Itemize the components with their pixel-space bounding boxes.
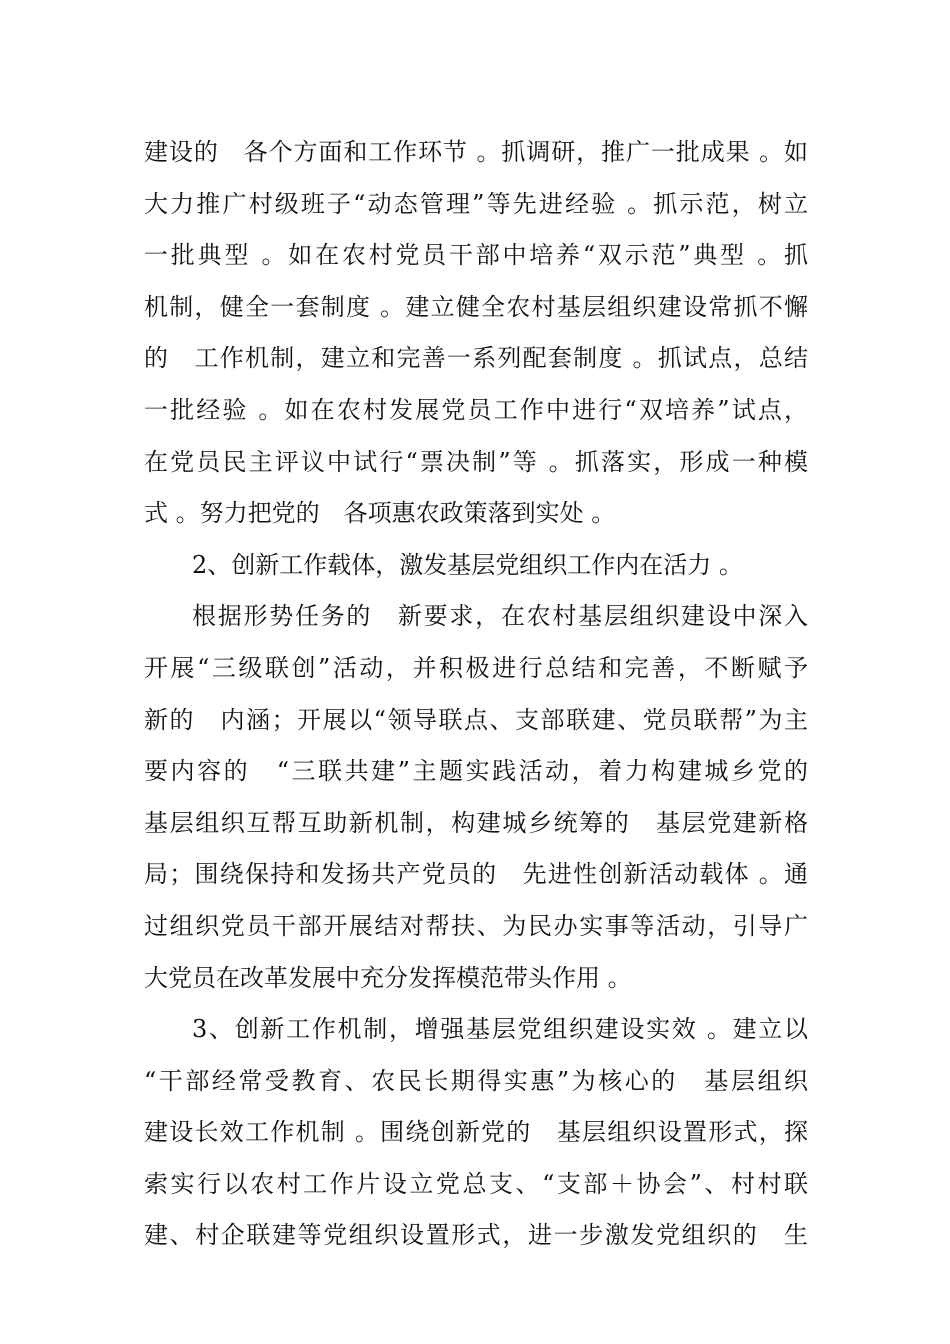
text-line: 建设的 各个方面和工作环节 。抓调研，推广一批成果 。如 (144, 138, 808, 166)
text-line: 式 。努力把党的 各项惠农政策落到实处 。 (144, 499, 616, 528)
text-line: 建、村企联建等党组织设置形式，进一步激发党组织的 生 (144, 1221, 808, 1250)
text-line: 索实行以农村工作片设立党总支、“支部＋协会”、村村联 (144, 1169, 808, 1198)
text-line: 要内容的 “三联共建”主题实践活动，着力构建城乡党的 (144, 757, 808, 786)
text-line: “干部经常受教育、农民长期得实惠”为核心的 基层组织 (144, 1066, 808, 1095)
body-text (144, 127, 808, 1262)
text-line: 一批典型 。如在农村党员干部中培养“双示范”典型 。抓 (144, 241, 808, 270)
text-line: 在党员民主评议中试行“票决制”等 。抓落实，形成一种模 (144, 447, 808, 476)
text-line: 局；围绕保持和发扬共产党员的 先进性创新活动载体 。通 (144, 860, 808, 889)
text-line: 根据形势任务的 新要求，在农村基层组织建设中深入 (192, 602, 808, 631)
text-line: 的 工作机制，建立和完善一系列配套制度 。抓试点，总结 (144, 344, 808, 373)
section-heading: 2、创新工作载体，激发基层党组织工作内在活力 。 (192, 550, 743, 579)
text-line: 建设长效工作机制 。围绕创新党的 基层组织设置形式，探 (144, 1118, 808, 1147)
text-line: 开展“三级联创”活动，并积极进行总结和完善，不断赋予 (144, 653, 808, 682)
text-line: 基层组织互帮互助新机制，构建城乡统筹的 基层党建新格 (144, 808, 808, 837)
text-line: 过组织党员干部开展结对帮扶、为民办实事等活动，引导广 (144, 911, 808, 940)
text-line: 大党员在改革发展中充分发挥模范带头作用 。 (144, 963, 632, 992)
section-heading: 3、创新工作机制，增强基层党组织建设实效 。建立以 (192, 1015, 808, 1044)
text-line: 新的 内涵；开展以“领导联点、支部联建、党员联帮”为主 (144, 705, 808, 734)
text-line: 机制，健全一套制度 。建立健全农村基层组织建设常抓不懈 (144, 292, 808, 321)
text-line: 大力推广村级班子“动态管理”等先进经验 。抓示范，树立 (144, 189, 808, 218)
text-line: 一批经验 。如在农村发展党员工作中进行“双培养”试点， (144, 395, 808, 424)
